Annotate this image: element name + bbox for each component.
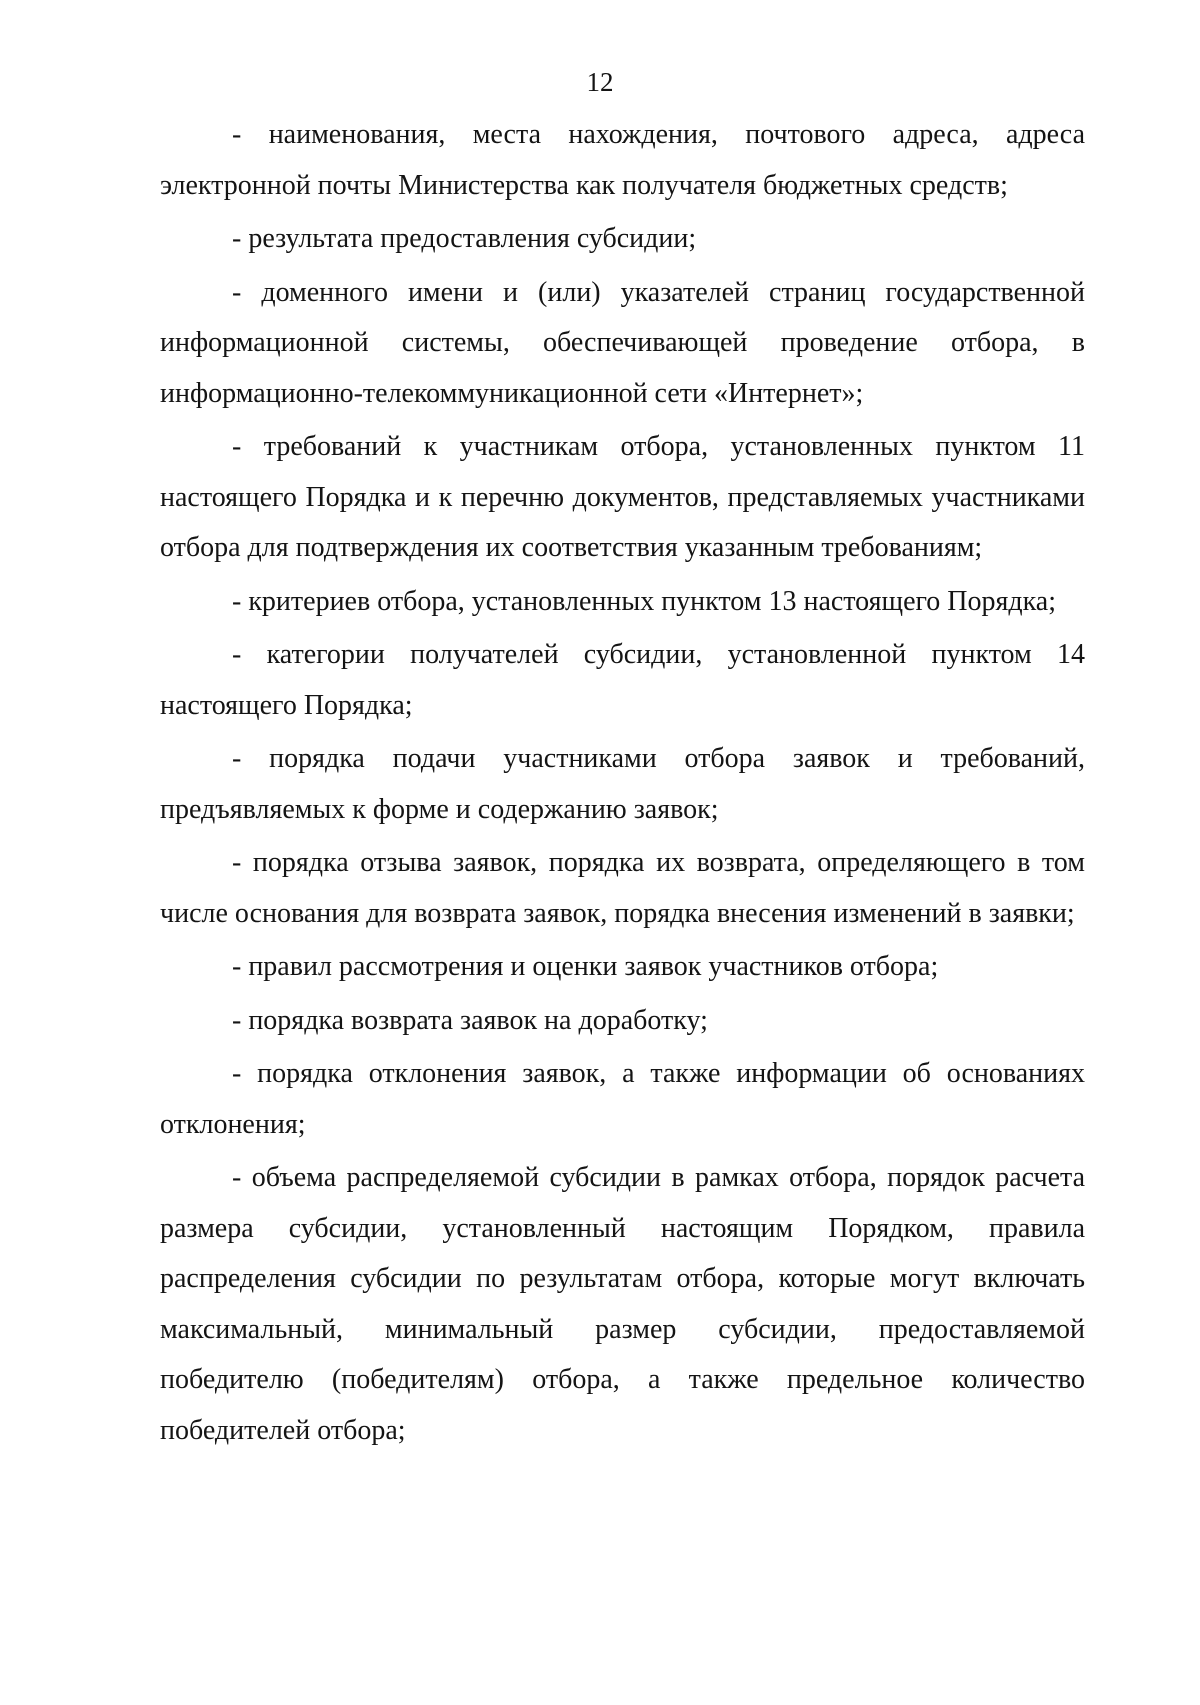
paragraph: - правил рассмотрения и оценки заявок участников отбора;: [232, 951, 939, 982]
paragraph: - критериев отбора, установленных пунктом 13 настоящего Порядка;: [232, 585, 1057, 617]
paragraph: - объема распределяемой субсидии в рамках отбора, порядок расчета размера субсидии, установленный настоящим Порядком, правила распределения субсидии по результатам отбора, которые могут включать максимальный, минимальный размер субсидии, предоставляемой победителю (победителям) отбора, а также предельное количество победителей отбора;: [160, 1162, 1085, 1446]
paragraph: - порядка отклонения заявок, а также информации об основаниях отклонения;: [160, 1058, 1085, 1140]
paragraph: - доменного имени и (или) указателей страниц государственной информационной системы, обеспечивающей проведение отбора, в информационно-телекоммуникационной сети «Интернет»;: [160, 276, 1085, 409]
paragraph: - порядка отзыва заявок, порядка их возврата, определяющего в том числе основания для возврата заявок, порядка внесения изменений в заявки;: [160, 847, 1085, 929]
document-body: [160, 110, 1085, 1459]
paragraph: - категории получателей субсидии, установленной пунктом 14 настоящего Порядка;: [160, 639, 1085, 721]
paragraph: - требований к участникам отбора, установленных пунктом 11 настоящего Порядка и к перечню документов, представляемых участниками отбора для подтверждения их соответствия указанным требованиям;: [160, 431, 1085, 563]
paragraph: - результата предоставления субсидии;: [232, 223, 697, 254]
paragraph: - порядка подачи участниками отбора заявок и требований, предъявляемых к форме и содержанию заявок;: [160, 743, 1085, 825]
paragraph: - наименования, места нахождения, почтового адреса, адреса электронной почты Министерства как получателя бюджетных средств;: [160, 119, 1085, 201]
paragraph: - порядка возврата заявок на доработку;: [232, 1004, 708, 1036]
page-number: 12: [586, 67, 614, 97]
